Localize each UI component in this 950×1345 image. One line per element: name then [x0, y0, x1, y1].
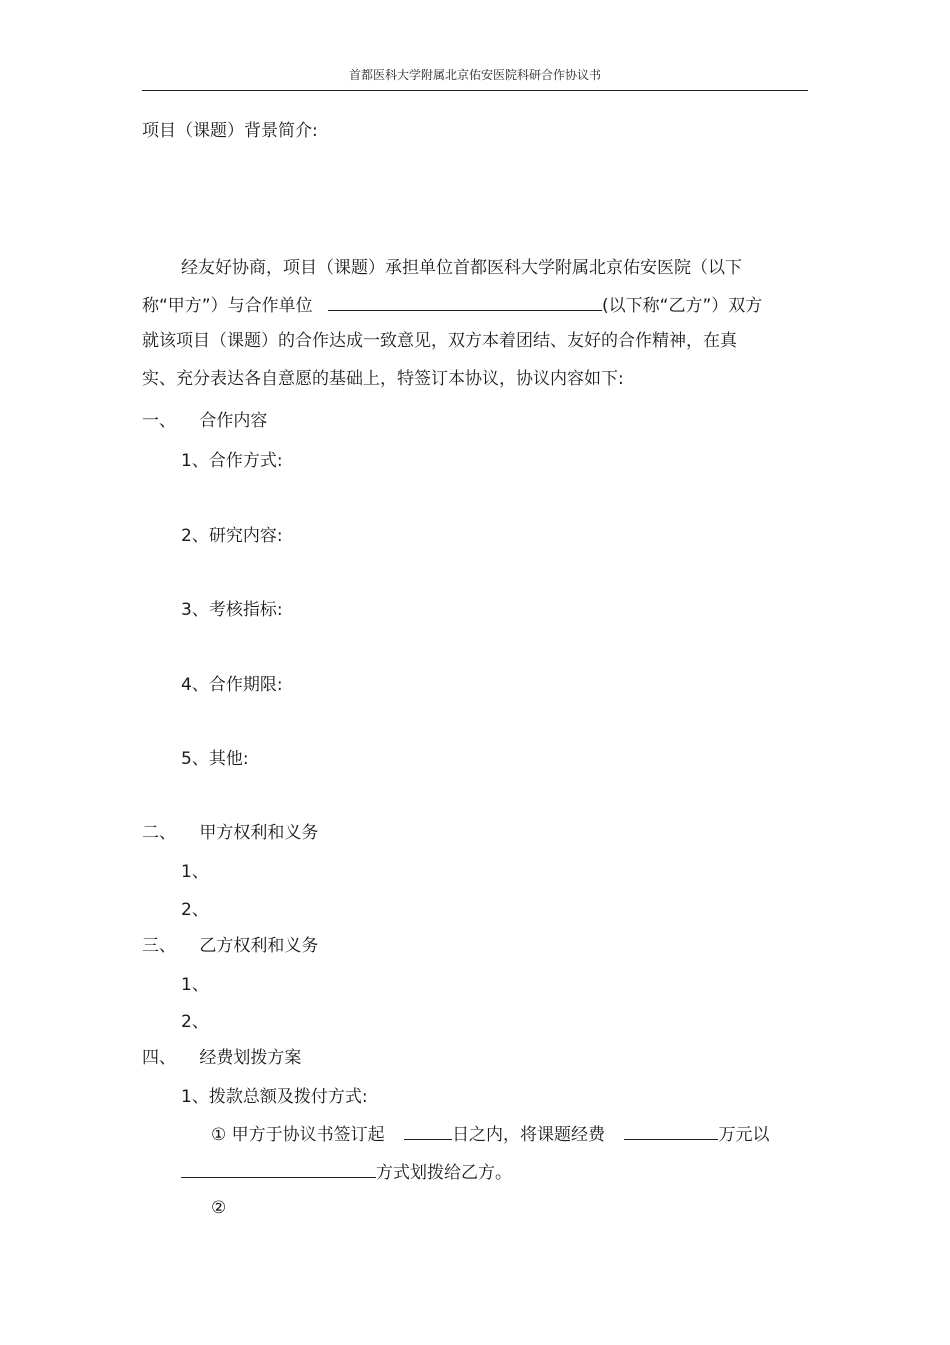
- section-4-title: 经费划拨方案: [199, 1048, 302, 1068]
- section-3-title: 乙方权利和义务: [199, 936, 319, 956]
- partner-unit-blank[interactable]: [328, 293, 602, 311]
- header-divider: [142, 90, 808, 91]
- intro-line-2-end: (以下称“乙方”）双方: [602, 296, 763, 316]
- section-4-heading: [142, 1047, 301, 1069]
- days-blank[interactable]: [404, 1122, 452, 1140]
- section-1-heading: [142, 410, 267, 432]
- section-1-item-5: 5、其他:: [181, 749, 249, 769]
- funding-clause-1-unit: 万元以: [718, 1125, 770, 1145]
- background-label: 项目（课题）背景简介:: [142, 121, 318, 141]
- section-3-item-2: 2、: [181, 1012, 209, 1032]
- intro-line-4: 实、充分表达各自意愿的基础上，特签订本协议，协议内容如下:: [142, 369, 624, 389]
- intro-line-2-start: 称“甲方”）与合作单位: [142, 296, 313, 316]
- section-4-number: 四、: [142, 1048, 176, 1068]
- section-1-item-3: 3、考核指标:: [181, 600, 283, 620]
- page-header-title: 首都医科大学附属北京佑安医院科研合作协议书: [348, 68, 601, 82]
- section-1-title: 合作内容: [199, 411, 268, 431]
- funding-clause-1-cont: [181, 1160, 512, 1184]
- section-2-item-1: 1、: [181, 862, 209, 882]
- funding-clause-1-end: 方式划拨给乙方。: [376, 1163, 512, 1183]
- funding-clause-2: ②: [211, 1198, 227, 1218]
- section-2-number: 二、: [142, 823, 176, 843]
- section-3-item-1: 1、: [181, 975, 209, 995]
- section-3-number: 三、: [142, 936, 176, 956]
- section-1-item-4: 4、合作期限:: [181, 675, 283, 695]
- payment-method-blank[interactable]: [181, 1160, 376, 1178]
- section-1-number: 一、: [142, 411, 176, 431]
- funding-clause-1: [211, 1122, 769, 1146]
- funding-clause-1-middle: 日之内，将课题经费: [452, 1125, 606, 1145]
- intro-line-3: 就该项目（课题）的合作达成一致意见，双方本着团结、友好的合作精神，在真: [142, 331, 737, 351]
- intro-line-2: [142, 293, 762, 317]
- intro-line-1: 经友好协商，项目（课题）承担单位首都医科大学附属北京佑安医院（以下: [181, 258, 742, 278]
- section-3-heading: [142, 935, 318, 957]
- funding-clause-1-start: ① 甲方于协议书签订起: [211, 1125, 385, 1145]
- amount-blank[interactable]: [624, 1122, 718, 1140]
- section-1-item-1: 1、合作方式:: [181, 451, 283, 471]
- section-1-item-2: 2、研究内容:: [181, 526, 283, 546]
- section-2-title: 甲方权利和义务: [199, 823, 319, 843]
- funding-method-label: 1、拨款总额及拨付方式:: [181, 1087, 368, 1107]
- section-2-heading: [142, 822, 318, 844]
- section-2-item-2: 2、: [181, 900, 209, 920]
